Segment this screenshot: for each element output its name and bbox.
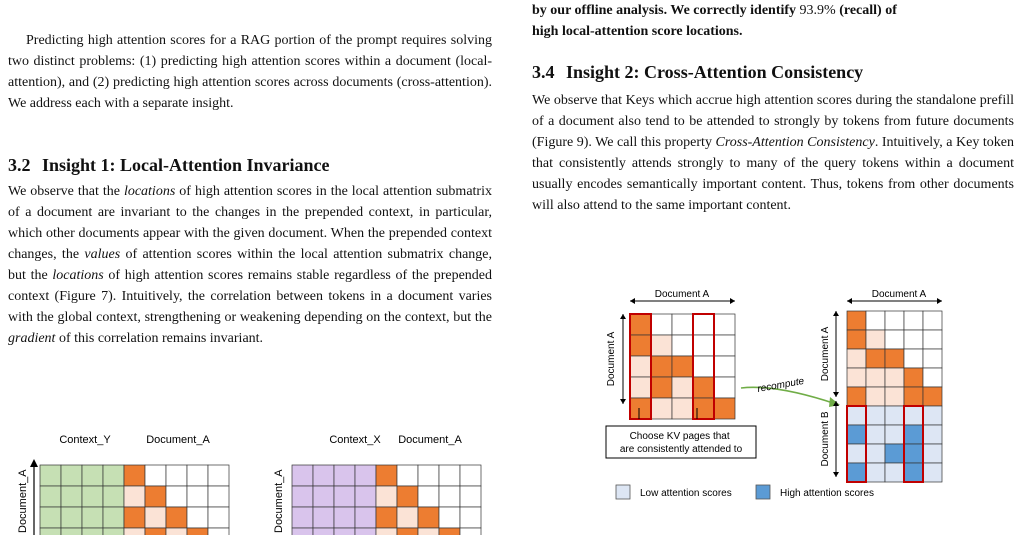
grid-cell bbox=[923, 311, 942, 330]
grid-cell bbox=[124, 507, 145, 528]
grid-cell bbox=[651, 356, 672, 377]
grid-cell bbox=[693, 377, 714, 398]
figure-9 bbox=[596, 286, 996, 521]
grid-cell bbox=[145, 486, 166, 507]
grid-cell bbox=[397, 507, 418, 528]
grid-cell bbox=[904, 349, 923, 368]
grid-cell bbox=[693, 314, 714, 335]
arrowhead bbox=[833, 472, 839, 477]
grid-cell bbox=[866, 444, 885, 463]
fig7-right-ylabel: Document_A bbox=[273, 469, 285, 533]
grid-cell bbox=[923, 425, 942, 444]
fig9-right-title: Document A bbox=[871, 289, 927, 300]
grid-cell bbox=[334, 486, 355, 507]
arrowhead bbox=[833, 311, 839, 316]
emphasis: gradient bbox=[8, 331, 56, 346]
grid-cell bbox=[672, 356, 693, 377]
grid-cell bbox=[847, 349, 866, 368]
grid-cell bbox=[885, 463, 904, 482]
grid-cell bbox=[693, 356, 714, 377]
grid-cell bbox=[418, 507, 439, 528]
section-3-4-number: 3.4 bbox=[532, 62, 555, 82]
text-run: high local-attention score locations. bbox=[532, 24, 743, 39]
grid-cell bbox=[847, 330, 866, 349]
grid-cell bbox=[460, 465, 481, 486]
grid-cell bbox=[124, 486, 145, 507]
grid-cell bbox=[847, 368, 866, 387]
grid-cell bbox=[904, 387, 923, 406]
legend-low-label: Low attention scores bbox=[640, 488, 732, 499]
grid-cell bbox=[355, 507, 376, 528]
grid-cell bbox=[292, 486, 313, 507]
arrowhead bbox=[620, 314, 626, 319]
grid-cell bbox=[847, 463, 866, 482]
grid-cell bbox=[904, 368, 923, 387]
grid-cell bbox=[866, 406, 885, 425]
grid-cell bbox=[334, 507, 355, 528]
section-3-4-paragraph bbox=[532, 90, 1014, 216]
grid-cell bbox=[847, 406, 866, 425]
grid-cell bbox=[630, 398, 651, 419]
fig7-right-context-label: Context_X bbox=[329, 434, 381, 446]
grid-cell bbox=[714, 356, 735, 377]
fig7-right-document-label: Document_A bbox=[398, 434, 462, 446]
grid-cell bbox=[885, 330, 904, 349]
section-3-4-title: Insight 2: Cross-Attention Consistency bbox=[566, 62, 864, 82]
fig9-left-ylabel: Document A bbox=[606, 331, 617, 387]
grid-cell bbox=[866, 349, 885, 368]
grid-cell bbox=[439, 486, 460, 507]
text-run: of high attention scores in the local attention submatrix of a document are invariant to the changes in the prepended context, in particular, which other documents appear with the given document. When the prepended context changes, the bbox=[8, 184, 492, 262]
grid-cell bbox=[208, 507, 229, 528]
grid-cell bbox=[866, 330, 885, 349]
grid-cell bbox=[313, 507, 334, 528]
grid-cell bbox=[714, 335, 735, 356]
grid-cell bbox=[145, 507, 166, 528]
grid-cell bbox=[103, 486, 124, 507]
emphasis: locations bbox=[52, 268, 104, 283]
grid-cell bbox=[397, 465, 418, 486]
grid-cell bbox=[923, 349, 942, 368]
grid-cell bbox=[439, 507, 460, 528]
grid-cell bbox=[187, 486, 208, 507]
callout-line-2: are consistently attended to bbox=[619, 444, 743, 455]
arrowhead bbox=[620, 399, 626, 404]
grid-cell bbox=[885, 368, 904, 387]
fig7-left-document-label: Document_A bbox=[146, 434, 210, 446]
grid-cell bbox=[630, 314, 651, 335]
grid-cell bbox=[693, 335, 714, 356]
grid-cell bbox=[847, 444, 866, 463]
grid-cell bbox=[145, 465, 166, 486]
arrowhead bbox=[847, 298, 852, 304]
grid-cell bbox=[885, 444, 904, 463]
section-3-2-heading bbox=[8, 155, 330, 176]
grid-cell bbox=[397, 486, 418, 507]
grid-cell bbox=[923, 387, 942, 406]
grid-cell bbox=[651, 335, 672, 356]
grid-cell bbox=[61, 507, 82, 528]
fig9-left-grid bbox=[630, 314, 735, 419]
section-3-2-paragraph bbox=[8, 181, 492, 349]
carryover-text bbox=[532, 0, 1014, 42]
grid-cell bbox=[187, 465, 208, 486]
arrowhead bbox=[730, 298, 735, 304]
grid-cell bbox=[651, 314, 672, 335]
grid-cell bbox=[166, 465, 187, 486]
text-run: (recall) of bbox=[835, 3, 897, 18]
grid-cell bbox=[866, 387, 885, 406]
grid-cell bbox=[847, 387, 866, 406]
section-3-4-heading bbox=[532, 62, 863, 83]
grid-cell bbox=[651, 398, 672, 419]
arrowhead bbox=[937, 298, 942, 304]
grid-cell bbox=[923, 444, 942, 463]
grid-cell bbox=[847, 311, 866, 330]
text-run: We observe that the bbox=[8, 184, 124, 199]
grid-cell bbox=[418, 486, 439, 507]
grid-cell bbox=[672, 398, 693, 419]
fig9-right-ylabel-bottom: Document B bbox=[820, 411, 831, 467]
grid-cell bbox=[313, 486, 334, 507]
grid-cell bbox=[714, 398, 735, 419]
grid-cell bbox=[82, 465, 103, 486]
grid-cell bbox=[460, 507, 481, 528]
text-run: by our offline analysis. We correctly identify bbox=[532, 3, 800, 18]
text-run: of attention scores within the local attention submatrix change, but the bbox=[8, 247, 492, 283]
grid-cell bbox=[866, 425, 885, 444]
arrowhead bbox=[833, 392, 839, 397]
callout-line-1: Choose KV pages that bbox=[629, 431, 730, 442]
text-run: . Intuitively, a Key token that consistently attends strongly to many of the query tokens within a document usually encodes semantically important content. Thus, tokens from other documents will also attend to the same important content. bbox=[532, 135, 1015, 213]
grid-cell bbox=[904, 444, 923, 463]
fig9-recompute-label: recompute bbox=[756, 375, 806, 395]
grid-cell bbox=[208, 486, 229, 507]
text-run: of this correlation remains invariant. bbox=[55, 331, 264, 346]
grid-cell bbox=[714, 314, 735, 335]
grid-cell bbox=[40, 486, 61, 507]
grid-cell bbox=[103, 465, 124, 486]
grid-cell bbox=[460, 486, 481, 507]
grid-cell bbox=[651, 377, 672, 398]
section-3-2-title: Insight 1: Local-Attention Invariance bbox=[42, 155, 330, 175]
grid-cell bbox=[866, 368, 885, 387]
grid-cell bbox=[376, 465, 397, 486]
legend-high-label: High attention scores bbox=[780, 488, 874, 499]
grid-cell bbox=[630, 356, 651, 377]
grid-cell bbox=[292, 507, 313, 528]
grid-cell bbox=[40, 465, 61, 486]
grid-cell bbox=[439, 465, 460, 486]
grid-cell bbox=[82, 486, 103, 507]
grid-cell bbox=[61, 486, 82, 507]
grid-cell bbox=[885, 425, 904, 444]
grid-cell bbox=[885, 349, 904, 368]
arrowhead bbox=[630, 298, 635, 304]
grid-cell bbox=[904, 463, 923, 482]
grid-cell bbox=[187, 507, 208, 528]
grid-cell bbox=[103, 507, 124, 528]
text-run: We observe that Keys which accrue high attention scores during the standalone prefill of a document also tend to be attended to strongly by tokens from future documents (Figure 9). We call this property bbox=[532, 93, 1014, 150]
grid-cell bbox=[847, 425, 866, 444]
grid-cell bbox=[166, 507, 187, 528]
grid-cell bbox=[693, 398, 714, 419]
grid-cell bbox=[376, 507, 397, 528]
grid-cell bbox=[923, 463, 942, 482]
fig7-left-ylabel: Document_A bbox=[17, 469, 29, 533]
grid-cell bbox=[904, 425, 923, 444]
grid-cell bbox=[166, 486, 187, 507]
grid-cell bbox=[418, 465, 439, 486]
grid-cell bbox=[61, 465, 82, 486]
grid-cell bbox=[208, 465, 229, 486]
emphasis: Cross-Attention Consistency bbox=[715, 135, 875, 150]
grid-cell bbox=[923, 330, 942, 349]
grid-cell bbox=[630, 377, 651, 398]
grid-cell bbox=[904, 406, 923, 425]
grid-cell bbox=[885, 387, 904, 406]
text-run: of high attention scores remains stable regardless of the prepended context (Figure 7). Intuitively, the correlation between tokens in a document varies with the global context, strengthening or weakening depending on the context, but the bbox=[8, 268, 492, 325]
figure-7 bbox=[0, 425, 500, 535]
grid-cell bbox=[82, 507, 103, 528]
fig7-left-context-label: Context_Y bbox=[59, 434, 111, 446]
grid-cell bbox=[630, 335, 651, 356]
grid-cell bbox=[672, 377, 693, 398]
grid-cell bbox=[292, 465, 313, 486]
grid-cell bbox=[923, 368, 942, 387]
grid-cell bbox=[672, 335, 693, 356]
grid-cell bbox=[714, 377, 735, 398]
grid-cell bbox=[313, 465, 334, 486]
grid-cell bbox=[376, 486, 397, 507]
grid-cell bbox=[904, 311, 923, 330]
emphasis: values bbox=[84, 247, 121, 262]
section-3-2-number: 3.2 bbox=[8, 155, 31, 175]
recall-value: 93.9% bbox=[799, 3, 836, 18]
fig9-left-title: Document A bbox=[654, 289, 710, 300]
fig9-right-ylabel-top: Document A bbox=[820, 326, 831, 382]
fig7-right-grid bbox=[292, 465, 481, 535]
fig7-left-arrowhead bbox=[30, 459, 38, 467]
grid-cell bbox=[124, 465, 145, 486]
grid-cell bbox=[866, 311, 885, 330]
emphasis: locations bbox=[123, 184, 176, 199]
grid-cell bbox=[355, 486, 376, 507]
grid-cell bbox=[885, 311, 904, 330]
grid-cell bbox=[866, 463, 885, 482]
legend-high-swatch bbox=[756, 485, 770, 499]
legend-low-swatch bbox=[616, 485, 630, 499]
fig7-left-grid bbox=[40, 465, 229, 535]
grid-cell bbox=[923, 406, 942, 425]
fig9-recompute-arrow bbox=[741, 387, 836, 404]
grid-cell bbox=[885, 406, 904, 425]
intro-paragraph: Predicting high attention scores for a RAG portion of the prompt requires solving two distinct problems: (1) predicting high attention scores within a document (local-attention), and (2) predicting high attention scores across documents (cross-attention). We address each with a separate insight. bbox=[8, 33, 492, 111]
grid-cell bbox=[355, 465, 376, 486]
grid-cell bbox=[40, 507, 61, 528]
grid-cell bbox=[672, 314, 693, 335]
grid-cell bbox=[904, 330, 923, 349]
fig9-right-grid bbox=[847, 311, 942, 482]
grid-cell bbox=[334, 465, 355, 486]
